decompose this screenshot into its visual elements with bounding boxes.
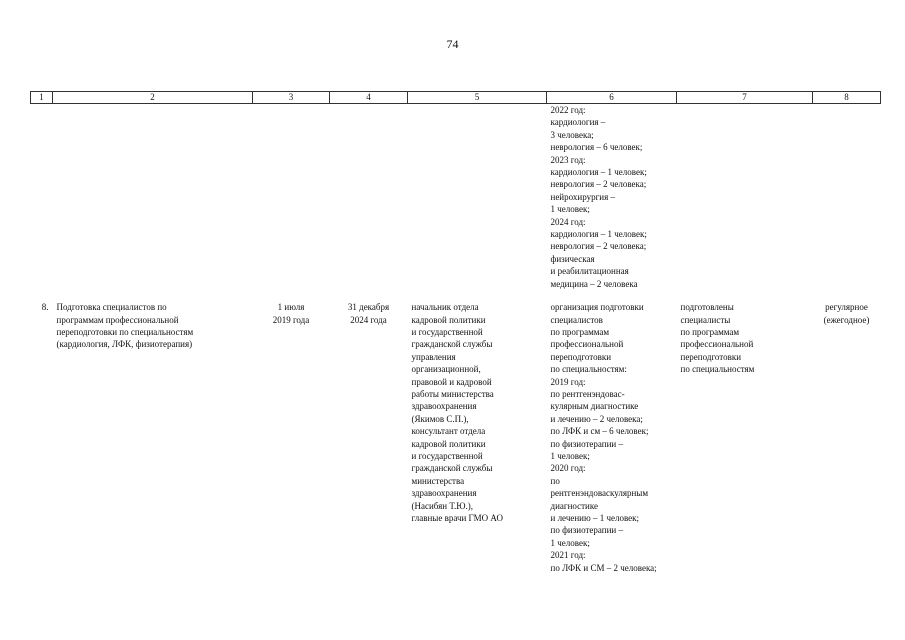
text-line: рентгенэндоваскулярным	[550, 488, 649, 499]
column-number-3: 3	[253, 92, 330, 104]
text-line: здравоохранения	[411, 488, 477, 499]
text-line: 1 человек;	[550, 204, 590, 215]
text-line: по ЛФК и СМ – 2 человека;	[550, 562, 657, 573]
text-line: (Насибян Т.Ю.),	[411, 500, 473, 511]
text-line: (кардиология, ЛФК, физиотерапия)	[56, 339, 193, 350]
text-line: 2020 год:	[550, 463, 586, 474]
text-line: и государственной	[411, 326, 483, 337]
text-line: и лечению – 1 человек;	[550, 513, 640, 523]
text-line: главные врачи ГМО АО	[411, 513, 503, 523]
text-line: кардиология – 1 человек;	[550, 229, 647, 240]
text-line: неврология – 2 человека;	[550, 241, 647, 252]
text-line: начальник отдела	[411, 302, 479, 313]
row-number: 8.	[41, 302, 49, 313]
regularity	[813, 300, 881, 574]
text-line: подготовлены	[680, 302, 734, 313]
text-line: работы министерства	[411, 388, 494, 399]
text-line: переподготовки	[550, 351, 612, 362]
text-line: по физиотерапии –	[550, 525, 623, 536]
text-line: медицина – 2 человека	[550, 278, 638, 289]
text-line: нейрохирургия –	[550, 191, 615, 202]
text-line: 2021 год:	[550, 550, 586, 561]
text-line: неврология – 2 человека;	[550, 179, 647, 190]
text-line: консультант отдела	[411, 426, 486, 437]
text-line: гражданской службы	[411, 339, 493, 350]
text-line: 2022 год:	[550, 105, 586, 115]
text-line: специалисты	[680, 314, 731, 325]
cell-start	[253, 104, 330, 301]
text-line: управления	[411, 351, 456, 362]
table-row-8	[31, 300, 881, 574]
text-line: по специальностям:	[550, 364, 627, 375]
column-number-row	[31, 92, 881, 104]
text-line: профессиональной	[550, 339, 624, 350]
text-line: специалистов	[550, 314, 603, 325]
text-line: 2023 год:	[550, 154, 586, 165]
text-line: 1 человек;	[550, 537, 590, 548]
text-line: профессиональной	[680, 339, 754, 350]
text-line: 3 человека;	[550, 129, 594, 140]
text-line: диагностике	[550, 500, 599, 511]
cell-end	[330, 104, 408, 301]
text-line: здравоохранения	[411, 401, 477, 412]
column-number-5: 5	[408, 92, 547, 104]
text-line: гражданской службы	[411, 463, 493, 474]
text-line: 2019 год:	[550, 376, 586, 387]
column-number-2: 2	[53, 92, 253, 104]
text-line: физическая	[550, 253, 595, 264]
cell-number	[31, 104, 53, 301]
text-line: кардиология – 1 человек;	[550, 167, 647, 178]
cell-activity	[53, 104, 253, 301]
text-line: Подготовка специалистов по	[56, 302, 167, 313]
text-line: регулярное	[825, 302, 868, 313]
text-line: кадровой политики	[411, 314, 486, 325]
column-number-4: 4	[330, 92, 408, 104]
activity-name	[53, 300, 253, 574]
text-line: правовой и кадровой	[411, 376, 492, 387]
text-line: 1 человек;	[550, 450, 590, 461]
text-line: переподготовки по специальностям	[56, 326, 194, 337]
text-line: 31 декабря	[347, 302, 390, 313]
text-line: переподготовки	[680, 351, 742, 362]
measures-description	[547, 300, 677, 574]
column-number-6: 6	[547, 92, 677, 104]
text-line: по ЛФК и см – 6 человек;	[550, 426, 649, 437]
text-line: по программам	[550, 326, 610, 337]
page-number: 74	[446, 37, 459, 51]
column-number-1: 1	[31, 92, 53, 104]
text-line: программам профессиональной	[56, 314, 179, 325]
text-line: (Якимов С.П.),	[411, 413, 469, 424]
expected-result	[677, 300, 813, 574]
end-date	[330, 300, 408, 574]
text-line: 2019 года	[272, 314, 310, 325]
text-line: кулярным диагностике	[550, 401, 639, 412]
text-line: министерства	[411, 475, 465, 486]
text-line: по специальностям	[680, 364, 755, 375]
text-line: кардиология –	[550, 117, 606, 128]
text-line: по физиотерапии –	[550, 438, 623, 449]
text-line: по программам	[680, 326, 740, 337]
text-line: по	[550, 475, 560, 486]
text-line: 1 июля	[277, 302, 305, 313]
plan-table	[30, 91, 881, 574]
cell-responsible	[408, 104, 547, 301]
text-line: 2024 года	[350, 314, 387, 325]
text-line: по рентгенэндовас-	[550, 388, 625, 399]
start-date	[253, 300, 330, 574]
text-line: организационной,	[411, 364, 481, 375]
cell-regularity	[813, 104, 881, 301]
text-line: и государственной	[411, 450, 483, 461]
responsible-persons	[408, 300, 547, 574]
cell-result	[677, 104, 813, 301]
text-line: кадровой политики	[411, 438, 486, 449]
text-line: организация подготовки	[550, 302, 644, 313]
column-number-7: 7	[677, 92, 813, 104]
text-line: 2024 год:	[550, 216, 586, 227]
text-line: и реабилитационная	[550, 266, 629, 277]
continuation-row	[31, 104, 881, 301]
text-line: неврология – 6 человек;	[550, 142, 643, 153]
text-line: и лечению – 2 человека;	[550, 413, 643, 424]
cell-measures	[547, 104, 677, 301]
text-line: (ежегодное)	[823, 314, 870, 325]
column-number-8: 8	[813, 92, 881, 104]
